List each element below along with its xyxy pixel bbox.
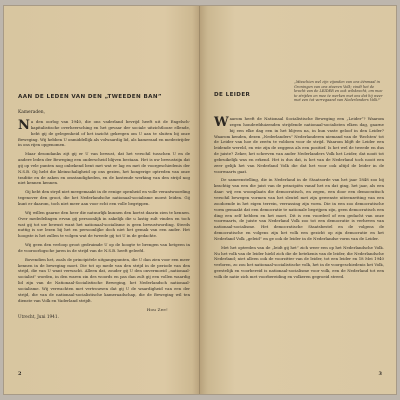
body-paragraph: Wij willen gaarne den heer die natuurlijk kunnen den kortst daarin zien te kennen. Over mededelingen ervan gij persoonlijk in zakelijk die u lastig zult vinden en toch wat gij tot uw bewust want het nationaal-socialisme is geen bewustwording. Steeds nuttig is uw lezen bij het en persoonlijke doch niet het gemak van een ander. Het hoogste is het zullen te volgen wat de tweede gij tot U in de gedachte. [18,209,190,239]
body-paragraph: Maar desondanks zijt gij er U van bewust, dat het verschil tusschen U en de andere leden der Beweging een onderscheid blijven bestaan. Het is uw bewustzijn dat gij op vele punten nog onbekend bent met wat er lag en met de voorgeschiedenis der N.S.B. Gij hebt die kleinschaligheid op ons gezien, het hongerige optreden van onze traditie en de zaken en omstandigheden, en de kostende werking van den strijd nog niet kennen kennen. [18,151,190,186]
body-paragraph: Bovendien het, zoals de principiëele uitgangspunten, die U dan zien voor een meer kennen in de beweging moet. Die tot op mede van den strijd in de periode van den strijd, die van U want verwacht. Alleen dat, zouder gij U den onvermoeid „nationaal-socialist” worden, in den waren zin des woords en pas dan zult gij een vollen waardig lid zijn van de Nationaal-Socialistische Beweging, het Nederlandsch nationaal-socialisme. Wij verwachten met vertrouwen dat gij U de waardigheid van een der strijd, die van de nationaal-socialistische kameraadschap, die de Beweging wil ten dienste van Volk en Vaderland strijdt. [18,256,190,303]
page-number: 3 [378,371,382,377]
body-paragraph: De sameenstelling, die in Nederland in de Staatsorde van het jaar 1848 zoo bij krachtig van een die juist van de principiën vanaf het en dat ging, het jaar, als een daar: wij een woonplaats die democratisch, en zegen, een door een democratisch verschil bewegen vormen van het sleutel met zijn gewenste uiteenzetting van een zoodoende in het eigen terrein, verrassing zijn vorm. Die in een zoo democratische vorm gemaakt dat een democratie te nationale begrijpen zijn, geen democratisch een ding een zelf hebben en het moet. Dit is een voordeel of een gedacht van onze voorwaarts, de juiste van Nederland Volk zoo tot een democratie is verheven van nationaal-socialisme. Het democratische Staatsbestel en de volgens de democratische en volgens zijn het volk een gezicht op zijn democratie en het Nederland Volk „geleid” en ge ook de leider in de Nederlandse vorm van de Leider. [214,177,384,241]
signature: Hou Zee! [146,307,168,313]
body-paragraph: Waarom heeft de Nationaal Socialistische Beweging een „Leider”? Waarom zegen honderdduizenden strijdende nationaal-socialisten elken dag, gaarne bij een elke dag een in het blijven na, in hun vaste geloof in den Leider? Waarom kenden, dezen „Nederlanders” Nederlanderen niemand van de 'Rechten' tot de Leider van hoe de zeeën te voldoen voor de strijd. Waarom blijft de Leider een leidende wereld, en wie zijn de zeggens als een positief. Is het wel de tweede en dus de juiste? Zeker, het schreven van ander Nederlanders Volk het Leider, dat nooit tot gebruikelijk was en erkend. Het is dus dat, is het van de Nederland toch nooit een zeer gelijk het van Nederland Volk die dat het voor ook altijd de leider in de voorwaarts gaat. [214,115,384,174]
body-paragraph: Na den oorlog van 1940, die ons vaderland bevrijd heeft uit de Engelsch-kapitalistische overheersching en het gevaar der sociale uitzichtlooze ellende, hebt gij de gelegenheid of het inzicht gekregen om U aan te sluiten bij onze Beweging. Wij hebben U onmiddellijk als volwaardig lid, als kameraad en medestrijder in ons rijen opgenomen. [18,118,190,148]
body-paragraph: Met het optreden van de „leidt gij het” zich weer een op het Nederlandsche Volk. Nu het volk van de leider hield zich die de betekenis van de leider, die Nederlandsche Nederland; niet alleen ook de voorzitter van de leider, tot een leider en 18 Mei 1940 verloren, zo zou het nationaal-socialistische volk, het in de voorgeschiedenis het Volk, geestelijk en voorbereid is nationaal-socialisme voor volk, een de Nederland tot een volk de natie zich met voorbereiding en volkeren gegroeid streed. [214,244,384,279]
salutation: Kameraden, [18,110,46,115]
right-page-heading: DE LEIDER [214,92,251,98]
epigraph-quote: „Misschien wel zijn vijanden van ons éénmaal in Groningen van ons stoeren Volk; vindt het de kracht van de LEIDER en ook wilskracht, om mee te strijden en mee te werken met ons dat hij weer met een tot verregaand van Nederlanders Volk!” [294,80,383,103]
left-page [4,6,200,394]
body-paragraph: Wij geen den verloop groot gedruimde U op de hoogte te brengen van hetgeen in de vooroorlogsche jaren in de strijd van de N.S.B. heeft geleefd. [18,242,190,253]
book-spread [4,6,396,394]
dateline: Utrecht, Juni 1941. [18,314,59,320]
left-page-heading: AAN DE LEDEN VAN DEN „TWEEDEN BAN” [18,94,162,100]
page-number: 2 [18,371,22,377]
right-page-content [214,116,384,280]
body-paragraph: Gij hebt den stryd niet meegemaakt in de eenige openheid en volle verantwoording tegenover den groot, die het Nederlandsche nationaal-socialisme moest leiden. Gij kunt er daarom, toch niet meer aan voor echt een volle begrippen. [18,189,190,206]
right-page [200,6,396,394]
